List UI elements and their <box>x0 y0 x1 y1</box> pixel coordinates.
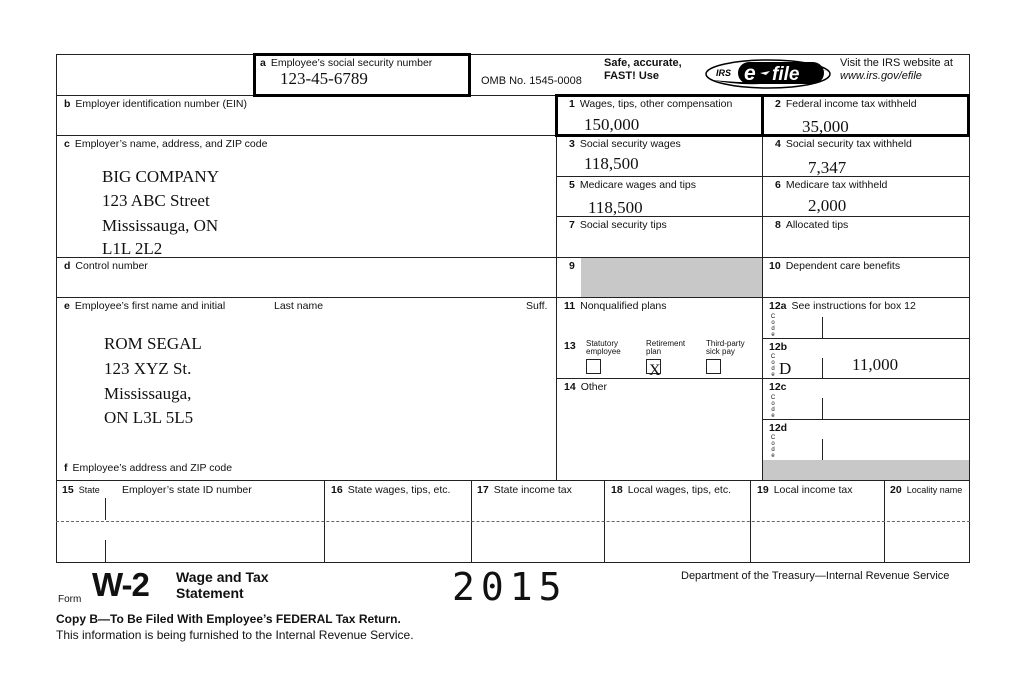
employee-street: 123 XYZ St. <box>104 359 192 378</box>
box-d-label: d Control number <box>64 260 148 272</box>
box-e-lastname-label: Last name <box>274 300 324 312</box>
box-8-label: 8 Allocated tips <box>775 219 849 231</box>
box-12a-label: 12a See instructions for box 12 <box>769 300 916 312</box>
visit-line2: www.irs.gov/efile <box>840 70 922 82</box>
thirdparty-label-1: Third-party <box>706 339 745 348</box>
box-15-label: 15 State <box>62 484 100 496</box>
box-12b-label: 12b <box>769 341 788 353</box>
box-9-shaded <box>581 258 762 297</box>
box-12c-label: 12c <box>769 381 787 393</box>
retirement-plan-check-mark: X <box>649 362 661 379</box>
irs-efile-logo <box>704 58 832 90</box>
vrule-mid <box>556 95 557 480</box>
box-15-employer-state-id-label: Employer’s state ID number <box>122 484 252 496</box>
box-12b-value: 11,000 <box>852 355 899 374</box>
visit-line1: Visit the IRS website at <box>840 57 953 69</box>
box-2-label: 2 Federal income tax withheld <box>775 98 917 110</box>
rule-12b <box>762 378 970 379</box>
omb-number: OMB No. 1545-0008 <box>481 75 582 87</box>
employee-city: Mississauga, <box>104 384 192 403</box>
box-5-label: 5 Medicare wages and tips <box>569 179 696 191</box>
bottom-border <box>56 562 970 563</box>
box-19-label: 19 Local income tax <box>757 484 853 496</box>
svg-text:e: e <box>744 62 756 85</box>
box-5-value: 118,500 <box>588 198 643 217</box>
ssn-value: 123-45-6789 <box>280 69 368 88</box>
box-f-label: f Employee’s address and ZIP code <box>64 462 233 474</box>
title-line1: Wage and Tax <box>176 569 269 585</box>
safe-line2: FAST! Use <box>604 70 660 82</box>
box-12d-shaded <box>763 460 969 480</box>
tax-year: 2015 <box>452 565 568 609</box>
box-20-label: 20 Locality name <box>890 484 963 496</box>
box-3-label: 3 Social security wages <box>569 138 681 150</box>
box-6-label: 6 Medicare tax withheld <box>775 179 888 191</box>
statutory-employee-checkbox[interactable] <box>586 359 601 374</box>
thirdparty-sick-pay-checkbox[interactable] <box>706 359 721 374</box>
box-12d-label: 12d <box>769 422 788 434</box>
rule-12a <box>762 338 970 339</box>
box-c-label: c Employer’s name, address, and ZIP code <box>64 138 268 150</box>
employer-street: 123 ABC Street <box>102 191 210 210</box>
box-e-suffix-label: Suff. <box>526 300 548 312</box>
box-10-label: 10 Dependent care benefits <box>769 260 901 272</box>
statutory-label-1: Statutory <box>586 339 619 348</box>
code-letters-12b: C o d e <box>770 354 776 378</box>
retirement-label-1: Retirement <box>646 339 686 348</box>
code-divider-12c <box>822 398 823 419</box>
box-18-label: 18 Local wages, tips, etc. <box>611 484 731 496</box>
box-13-label: 13 <box>564 340 576 352</box>
box-6-value: 2,000 <box>808 196 847 215</box>
state-dashed-rule <box>56 521 970 522</box>
rule-row6 <box>56 297 970 298</box>
box-17-label: 17 State income tax <box>477 484 572 496</box>
employee-name: ROM SEGAL <box>104 334 202 353</box>
retirement-label-2: plan <box>646 347 662 356</box>
thirdparty-label-2: sick pay <box>706 347 735 356</box>
employer-postal: L1L 2L2 <box>102 239 163 258</box>
box-7-label: 7 Social security tips <box>569 219 667 231</box>
statutory-label-2: employee <box>586 347 621 356</box>
box-11-label: 11 Nonqualified plans <box>564 300 667 312</box>
form-name: W-2 <box>92 566 149 603</box>
code-divider-12a <box>822 317 823 338</box>
box-14-label: 14 Other <box>564 381 607 393</box>
box-e-label: e Employee’s first name and initial <box>64 300 226 312</box>
department-line: Department of the Treasury—Internal Revenue Service <box>681 570 950 582</box>
box-4-label: 4 Social security tax withheld <box>775 138 912 150</box>
code-divider-12d <box>822 439 823 460</box>
box-3-value: 118,500 <box>584 154 639 173</box>
code-letters-12d: C o d e <box>770 435 776 459</box>
vrule-15-tick1 <box>105 498 106 520</box>
copy-b-line: Copy B—To Be Filed With Employee’s FEDERAL Tax Return. <box>56 612 401 626</box>
employer-city: Mississauga, ON <box>102 216 219 235</box>
box-b-label: b Employer identification number (EIN) <box>64 98 247 110</box>
box-4-value: 7,347 <box>808 158 847 177</box>
rule-row5 <box>56 257 970 258</box>
rule-state <box>56 480 970 481</box>
employer-name: BIG COMPANY <box>102 167 219 186</box>
safe-line1: Safe, accurate, <box>604 57 682 69</box>
box-16-label: 16 State wages, tips, etc. <box>331 484 451 496</box>
rule-row3 <box>556 176 970 177</box>
vrule-15-tick2 <box>105 540 106 562</box>
vrule-right <box>762 95 763 480</box>
left-border <box>56 54 57 562</box>
top-border <box>56 54 970 55</box>
box-1-label: 1 Wages, tips, other compensation <box>569 98 733 110</box>
form-word: Form <box>58 594 82 605</box>
box-12b-code: D <box>779 359 792 378</box>
svg-text:IRS: IRS <box>716 68 732 78</box>
box-1-value: 150,000 <box>584 115 640 134</box>
box-2-value: 35,000 <box>802 117 849 136</box>
rule-12c <box>762 419 970 420</box>
svg-text:file: file <box>772 64 800 85</box>
box-9-label: 9 <box>569 260 575 272</box>
code-letters-12c: C o d e <box>770 395 776 419</box>
title-line2: Statement <box>176 585 244 601</box>
employee-province: ON L3L 5L5 <box>104 408 194 427</box>
code-divider-12b <box>822 358 823 378</box>
code-letters-12a: C o d e <box>770 314 776 338</box>
ssn-label: a Employee’s social security number <box>260 57 433 69</box>
info-line: This information is being furnished to the Internal Revenue Service. <box>56 628 414 642</box>
